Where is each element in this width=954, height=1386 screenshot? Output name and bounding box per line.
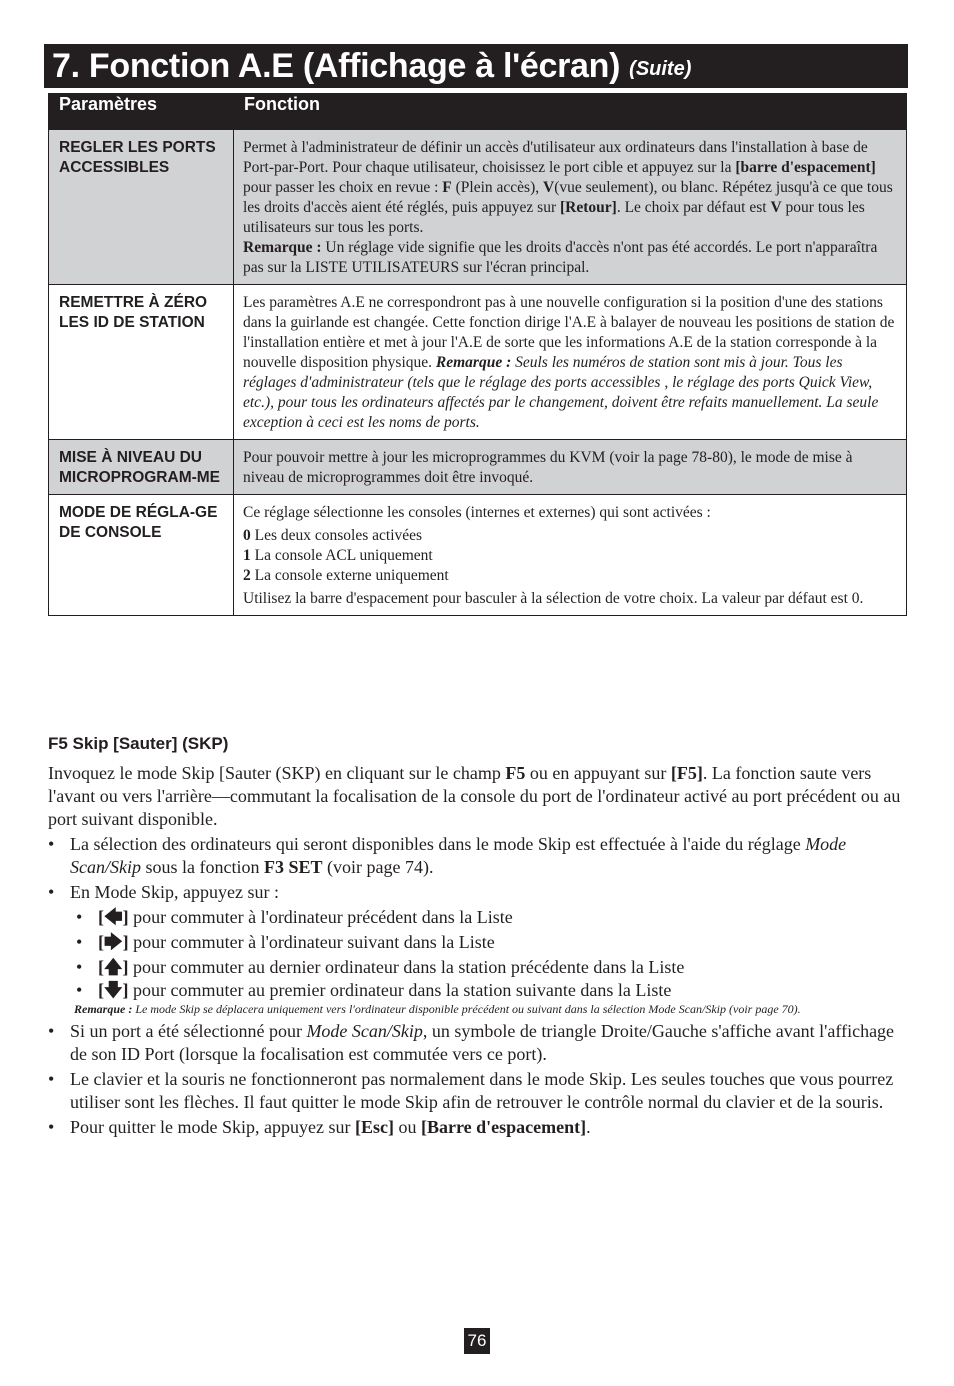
table-row: [49, 285, 907, 440]
arrow-down-icon: 🡇: [104, 980, 123, 1000]
key-item-down: • [🡇] pour commuter au premier ordinateur dans la station suivante dans la Liste: [76, 980, 672, 1000]
section-title-bar: [44, 44, 908, 88]
param-description: [234, 440, 907, 495]
table-row: [49, 440, 907, 495]
title-suffix: (Suite): [629, 57, 692, 80]
option-item: 1 La console ACL uniquement: [243, 547, 433, 564]
list-item: • Le clavier et la souris ne fonctionneront pas normalement dans le mode Skip. Les seules touches que vous pourrez utiliser sont les flèches. Il faut quitter le mode Skip afin de retrouver le contrôle normal du clavier et de la souris.: [48, 1069, 894, 1112]
key-item-up: • [🡅] pour commuter au dernier ordinateur dans la station précédente dans la Liste: [76, 957, 685, 977]
option-item: 0 Les deux consoles activées: [243, 527, 423, 544]
param-name: REMETTRE À ZÉRO LES ID DE STATION: [49, 285, 234, 440]
table-row: [49, 495, 907, 616]
description-text: Les paramètres A.E ne correspondront pas à une nouvelle configuration si la position d'une des stations dans la guirlande est changée. Cette fonction dirige l'A.E à balayer de nouveau les positions de station de l'installation entière et met à jour l'A.E de sorte que les informations A.E de la station corresponde à la nouvelle disposition physique. Remarque : Seuls les numéros de station sont mis à jour. Tous les réglages d'administrateur (tels que le réglage des ports accessibles , le réglage des ports Quick View, etc.), pour tous les ordinateurs affectés par le changement, doivent être refaits manuellement. La seule exception à ceci est les noms de ports.: [243, 294, 895, 431]
list-item: • Pour quitter le mode Skip, appuyez sur [Esc] ou [Barre d'espacement].: [48, 1117, 591, 1137]
description-text: Pour pouvoir mettre à jour les microprogrammes du KVM (voir la page 78-80), le mode de mise à niveau de microprogrammes doit être invoqué.: [243, 449, 853, 486]
header-fonction: Fonction: [234, 94, 907, 130]
description-text: Ce réglage sélectionne les consoles (internes et externes) qui sont activées :: [243, 504, 711, 521]
key-item-left: • [🡄] pour commuter à l'ordinateur précédent dans la Liste: [76, 907, 513, 927]
table-row: [49, 130, 907, 285]
table-header-row: [49, 94, 907, 130]
skip-section: [48, 732, 910, 1139]
skip-note: Remarque : Le mode Skip se déplacera uniquement vers l'ordinateur disponible précédent ou suivant dans la sélection Mode Scan/Skip (voir page 70).: [74, 1002, 801, 1016]
section-heading: F5 Skip [Sauter] (SKP): [48, 734, 229, 753]
arrow-left-icon: 🡄: [104, 907, 123, 927]
option-item: 2 La console externe uniquement: [243, 567, 449, 584]
param-name: REGLER LES PORTS ACCESSIBLES: [49, 130, 234, 285]
intro-paragraph: Invoquez le mode Skip [Sauter (SKP) en cliquant sur le champ F5 ou en appuyant sur [F5]. La fonction saute vers l'avant ou vers l'arrière—commutant la focalisation de la console du port de l'ordinateur activé au port précédent ou au port suivant disponible.: [48, 763, 901, 829]
param-name: MISE À NIVEAU DU MICROPROGRAM-ME: [49, 440, 234, 495]
list-item: • En Mode Skip, appuyez sur :: [48, 882, 279, 902]
parameters-table: [48, 93, 907, 616]
list-item: • Si un port a été sélectionné pour Mode Scan/Skip, un symbole de triangle Droite/Gauche s'affiche avant l'affichage de son ID Port (lorsque la focalisation est commutée vers ce port).: [48, 1021, 895, 1064]
param-name: MODE DE RÉGLA-GE DE CONSOLE: [49, 495, 234, 616]
key-item-right: • [🡆] pour commuter à l'ordinateur suivant dans la Liste: [76, 932, 495, 952]
param-description: [234, 130, 907, 285]
param-description: [234, 495, 907, 616]
arrow-right-icon: 🡆: [104, 932, 123, 952]
param-description: [234, 285, 907, 440]
page-title: 7. Fonction A.E (Affichage à l'écran): [52, 46, 621, 85]
header-parametres: Paramètres: [49, 94, 234, 130]
description-note: Remarque : Un réglage vide signifie que les droits d'accès n'ont pas été accordés. Le port n'apparaîtra pas sur la LISTE UTILISATEURS sur l'écran principal.: [243, 239, 878, 276]
page-number: 76: [464, 1328, 490, 1354]
description-text: Utilisez la barre d'espacement pour basculer à la sélection de votre choix. La valeur par défaut est 0.: [243, 590, 864, 607]
arrow-up-icon: 🡅: [104, 957, 123, 977]
list-item: • La sélection des ordinateurs qui seront disponibles dans le mode Skip est effectuée à l'aide du réglage Mode Scan/Skip sous la fonction F3 SET (voir page 74).: [48, 834, 847, 877]
description-text: Permet à l'administrateur de définir un accès d'utilisateur aux ordinateurs dans l'installation à base de Port-par-Port. Pour chaque utilisateur, choisissez le port cible et appuyez sur la [barre d'espacement] pour passer les choix en revue : F (Plein accès), V(vue seulement), ou blanc. Répétez jusqu'à ce que tous les droits d'accès aient été réglés, puis appuyez sur [Retour]. Le choix par défaut est V pour tous les utilisateurs sur tous les ports.: [243, 139, 893, 236]
